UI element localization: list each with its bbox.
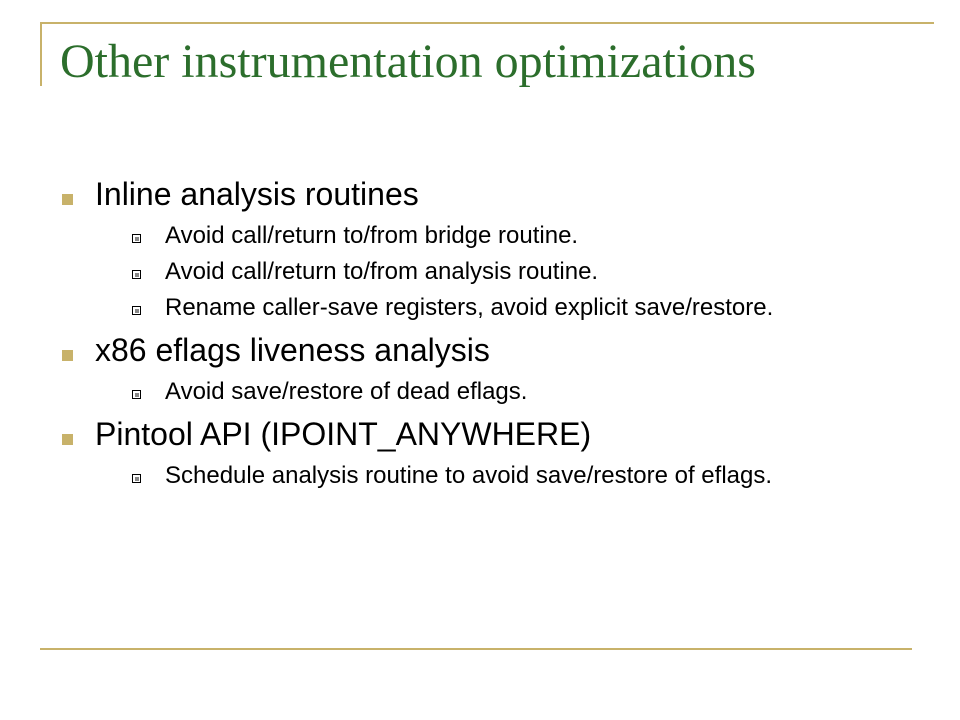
sub-bullet-list [95,378,920,406]
slide-title: Other instrumentation optimizations [60,35,756,88]
sub-bullet-text: Avoid save/restore of dead eflags. [165,378,528,405]
sub-bullet-item [95,462,920,490]
sub-bullet-list [95,462,920,490]
sub-bullet-text: Rename caller-save registers, avoid explicit save/restore. [165,294,774,321]
box-bullet-icon [132,306,141,315]
sub-bullet-item [95,294,920,322]
box-bullet-icon [132,474,141,483]
sub-bullet-item [95,222,920,250]
bottom-divider [40,648,912,650]
sub-bullet-text: Avoid call/return to/from bridge routine. [165,222,579,249]
square-bullet-icon [62,434,73,445]
sub-bullet-item [95,258,920,286]
left-accent-bar [40,22,42,86]
bullet-list [60,174,920,498]
sub-bullet-text: Avoid call/return to/from analysis routine. [165,258,599,285]
square-bullet-icon [62,194,73,205]
bullet-text: x86 eflags liveness analysis [95,332,490,368]
sub-bullet-text: Schedule analysis routine to avoid save/restore of eflags. [165,462,773,489]
bullet-item [60,330,920,406]
bullet-item [60,414,920,490]
bullet-text: Pintool API (IPOINT_ANYWHERE) [95,416,592,452]
square-bullet-icon [62,350,73,361]
sub-bullet-item [95,378,920,406]
box-bullet-icon [132,270,141,279]
sub-bullet-list [95,222,920,322]
bullet-item [60,174,920,322]
bullet-text: Inline analysis routines [95,176,419,212]
top-divider [40,22,934,24]
box-bullet-icon [132,390,141,399]
box-bullet-icon [132,234,141,243]
